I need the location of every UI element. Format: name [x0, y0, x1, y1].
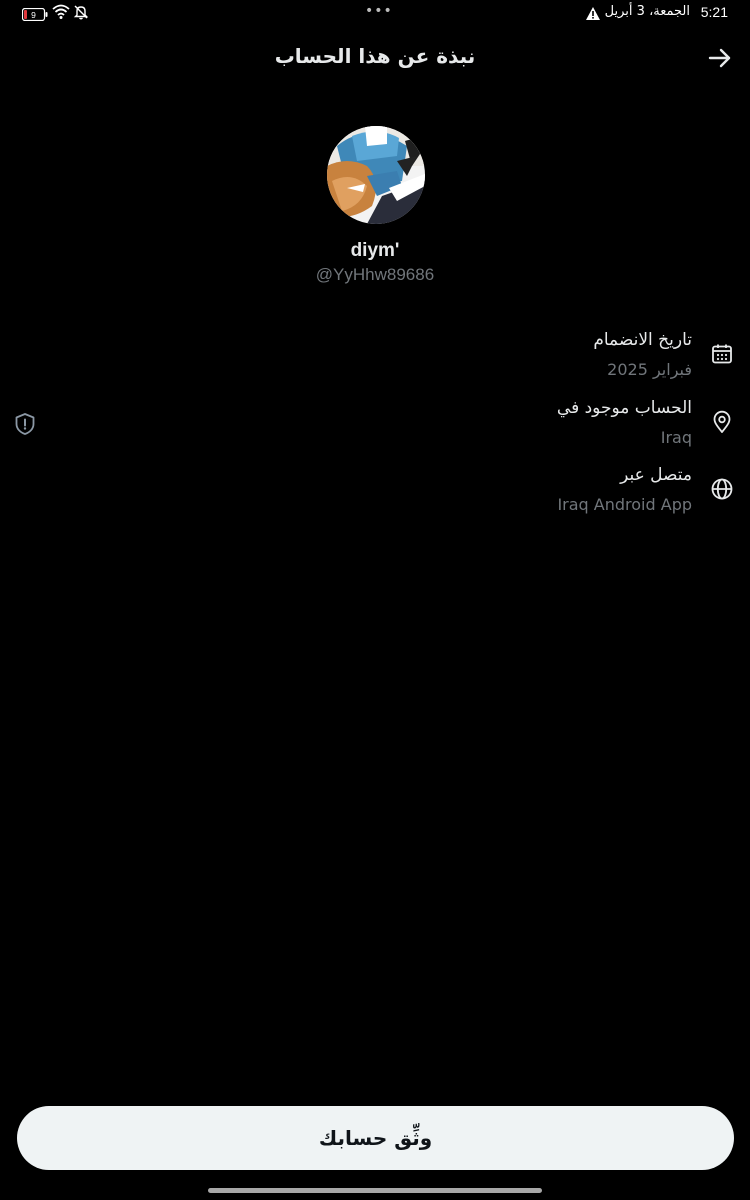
info-row-location — [16, 398, 734, 456]
home-indicator[interactable] — [208, 1188, 542, 1193]
display-name: diym' — [350, 240, 400, 261]
location-label: الحساب موجود في — [556, 398, 692, 418]
wifi-icon — [52, 4, 70, 24]
verify-account-button[interactable]: وثِّق حسابك — [17, 1106, 734, 1170]
info-row-join-date — [16, 330, 734, 388]
page-title: نبذة عن هذا الحساب — [274, 44, 476, 68]
join-date-value: فبراير 2025 — [607, 360, 692, 379]
location-value: Iraq — [660, 428, 692, 447]
battery-level: 9 — [31, 10, 36, 20]
calendar-icon — [710, 342, 734, 366]
battery-icon — [22, 6, 48, 25]
arrow-right-icon — [706, 44, 734, 72]
bell-off-icon — [73, 4, 89, 24]
info-row-connected-via — [16, 465, 734, 523]
globe-icon — [710, 477, 734, 501]
header — [0, 36, 750, 80]
status-time: 5:21 — [700, 4, 728, 20]
status-bar — [0, 0, 750, 26]
warning-icon — [586, 5, 600, 24]
status-dots: ••• — [365, 3, 393, 19]
join-date-label: تاريخ الانضمام — [593, 330, 692, 350]
status-date: الجمعة، 3 أبريل — [604, 4, 690, 19]
connected-via-label: متصل عبر — [620, 465, 692, 485]
shield-alert-icon[interactable] — [14, 412, 36, 436]
avatar[interactable] — [327, 126, 425, 224]
handle: @YyHhw89686 — [315, 265, 435, 284]
location-pin-icon — [710, 410, 734, 434]
back-button[interactable] — [706, 44, 734, 72]
connected-via-value: Iraq Android App — [557, 495, 692, 514]
